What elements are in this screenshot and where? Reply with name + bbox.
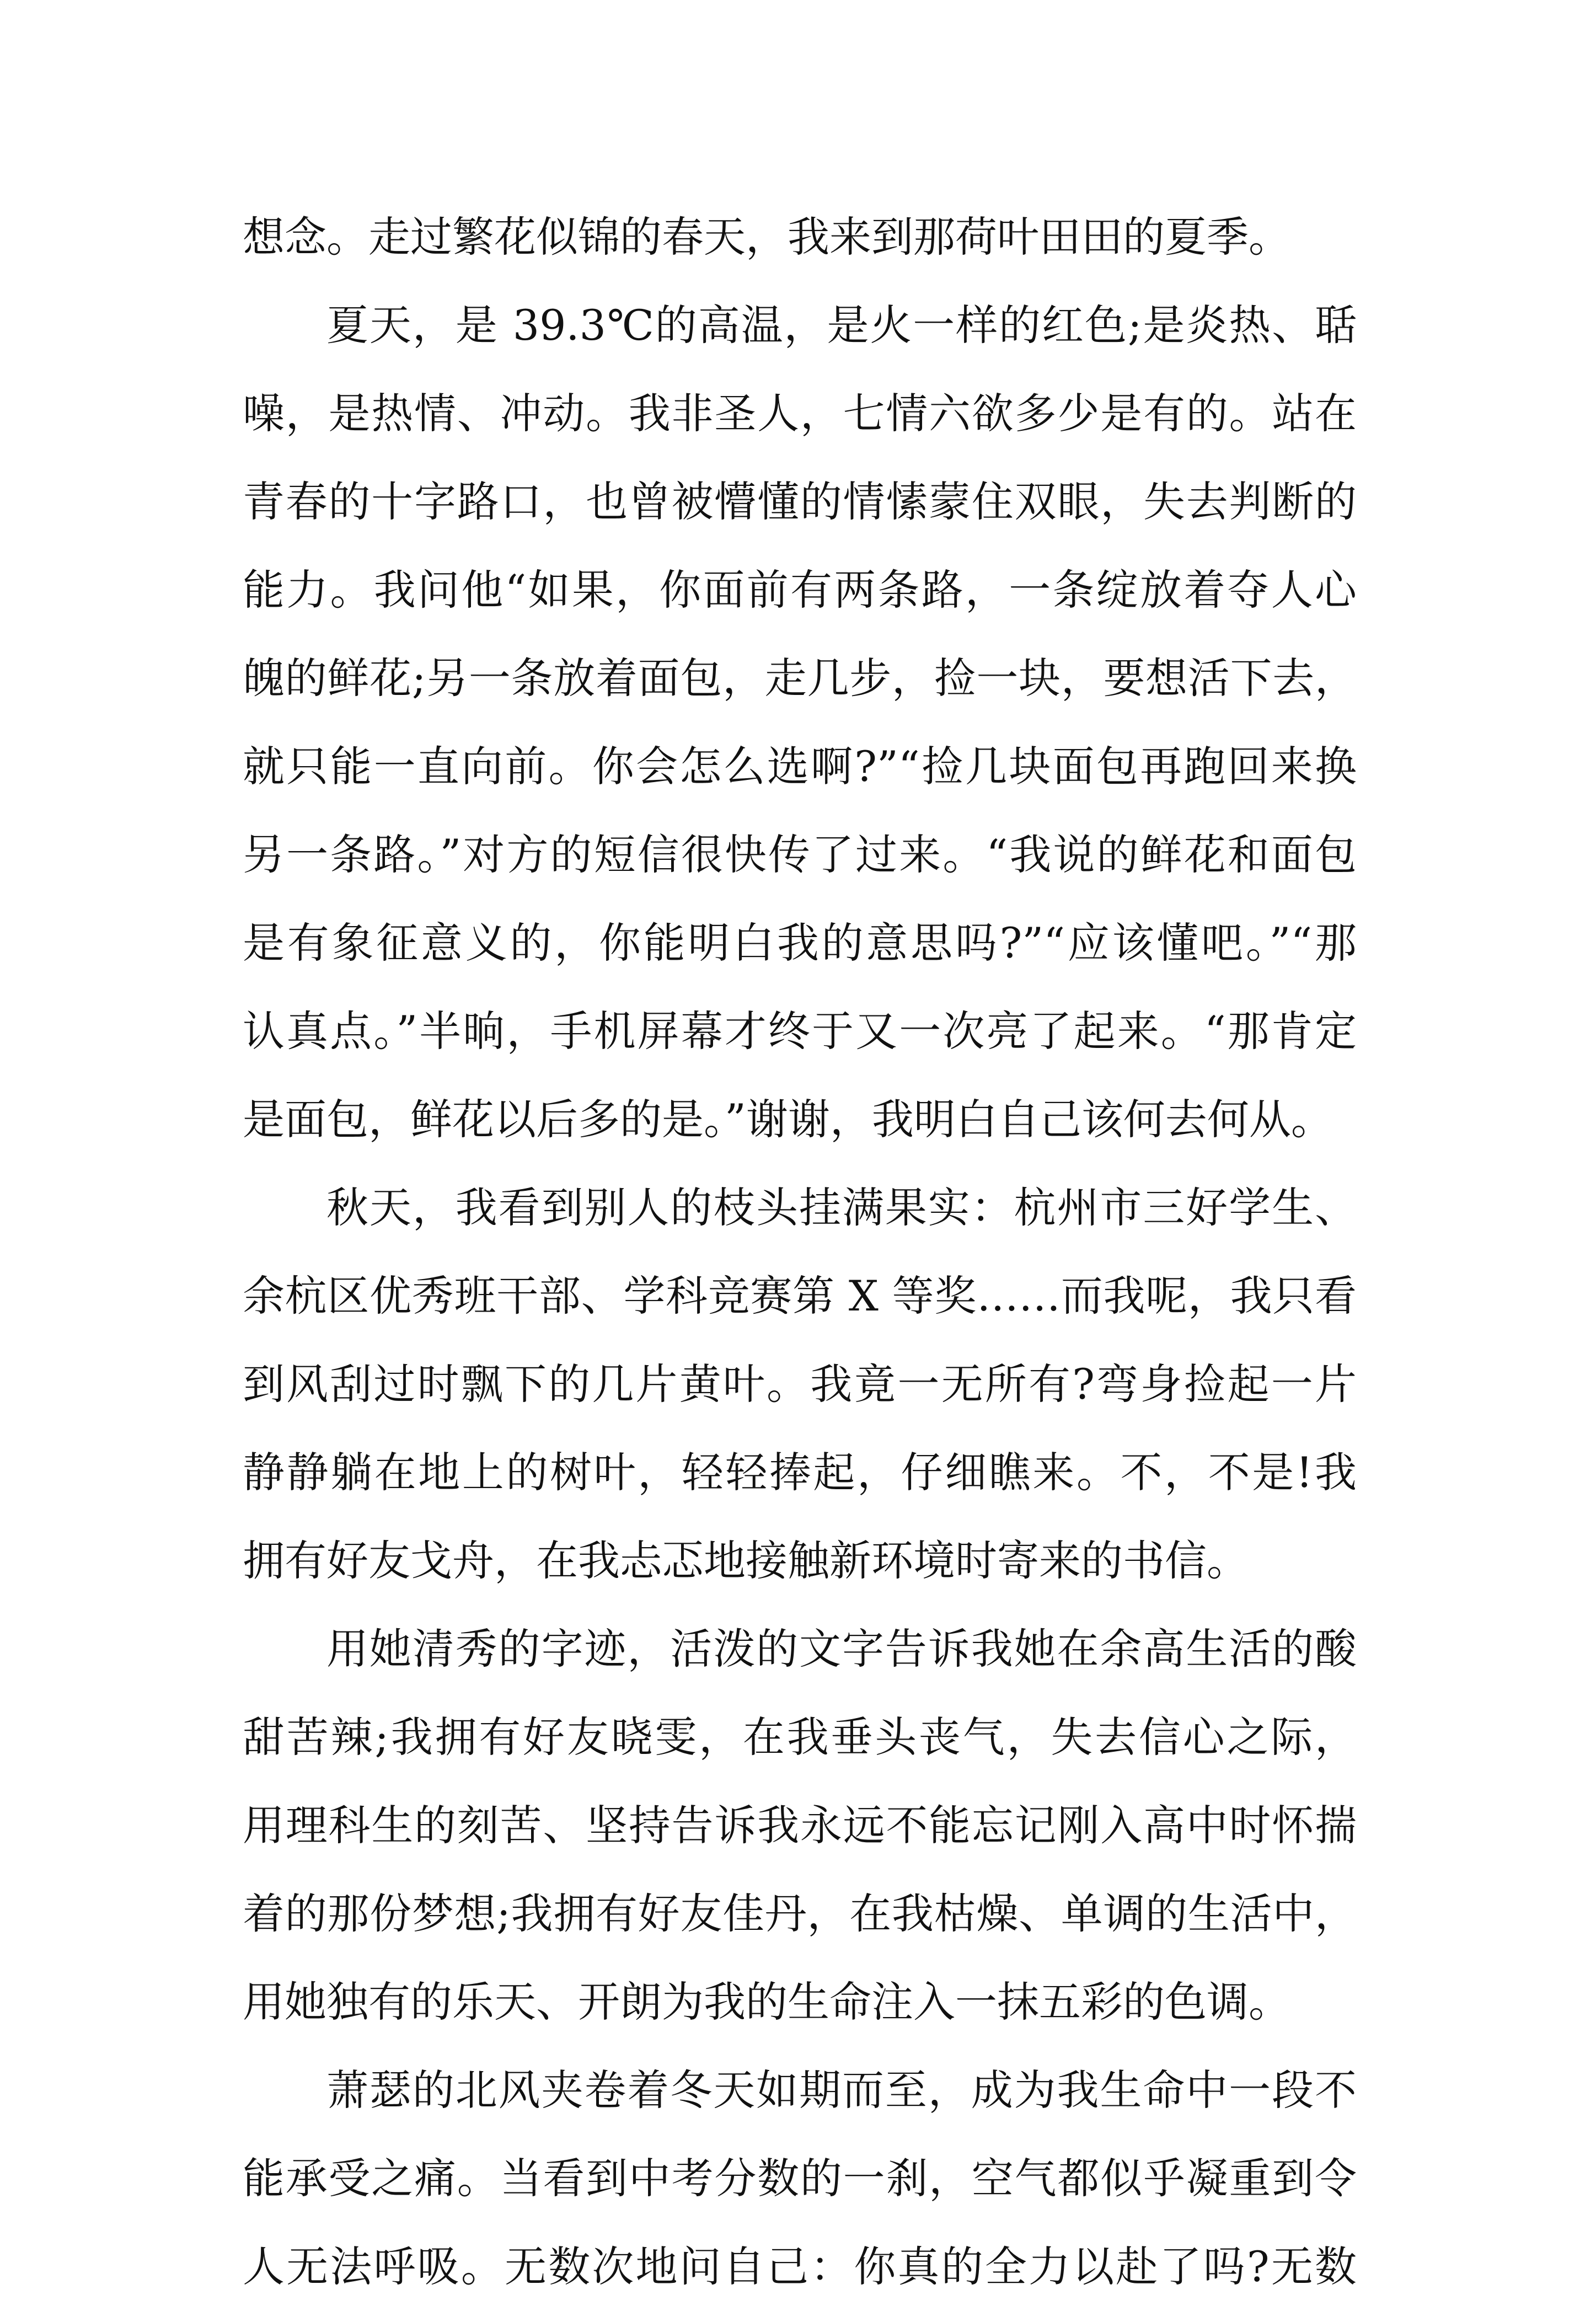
paragraph-start-line: 秋天，我看到别人的枝头挂满果实：杭州市三好学生、 (326, 1183, 1357, 1232)
text-line: 青春的十字路口，也曾被懵懂的情愫蒙住双眼，失去判断的 (243, 477, 1357, 526)
text-line: 人无法呼吸。无数次地问自己：你真的全力以赴了吗?无数 (243, 2242, 1357, 2291)
text-line: 是面包，鲜花以后多的是。”谢谢，我明白自己该何去何从。 (243, 1095, 1333, 1144)
text-line: 用她独有的乐天、开朗为我的生命注入一抹五彩的色调。 (243, 1977, 1290, 2026)
text-line: 能力。我问他“如果，你面前有两条路，一条绽放着夺人心 (243, 565, 1357, 614)
text-line: 甜苦辣;我拥有好友晓雯，在我垂头丧气，失去信心之际， (243, 1713, 1357, 1762)
paragraph-start-line: 用她清秀的字迹，活泼的文字告诉我她在余高生活的酸 (326, 1624, 1357, 1673)
text-line: 就只能一直向前。你会怎么选啊?”“捡几块面包再跑回来换 (243, 742, 1357, 791)
paragraph-start-line: 夏天，是 39.3℃的高温，是火一样的红色;是炎热、聒 (326, 301, 1357, 350)
text-line: 拥有好友戈舟，在我忐忑地接触新环境时寄来的书信。 (243, 1536, 1249, 1585)
text-line: 认真点。”半晌，手机屏幕才终于又一次亮了起来。“那肯定 (243, 1007, 1357, 1056)
text-line: 噪，是热情、冲动。我非圣人，七情六欲多少是有的。站在 (243, 389, 1357, 438)
text-line: 另一条路。”对方的短信很快传了过来。“我说的鲜花和面包 (243, 830, 1357, 879)
text-line: 到风刮过时飘下的几片黄叶。我竟一无所有?弯身捡起一片 (243, 1360, 1357, 1409)
text-line: 魄的鲜花;另一条放着面包，走几步，捡一块，要想活下去， (243, 654, 1357, 703)
text-line: 着的那份梦想;我拥有好友佳丹，在我枯燥、单调的生活中， (243, 1889, 1357, 1938)
essay-body (243, 193, 1357, 2311)
text-line: 想念。走过繁花似锦的春天，我来到那荷叶田田的夏季。 (243, 212, 1290, 261)
paragraph-start-line: 萧瑟的北风夹卷着冬天如期而至，成为我生命中一段不 (326, 2066, 1357, 2115)
text-line: 能承受之痛。当看到中考分数的一刹，空气都似乎凝重到令 (243, 2154, 1357, 2203)
text-line: 余杭区优秀班干部、学科竞赛第 X 等奖……而我呢，我只看 (243, 1271, 1357, 1320)
text-line: 静静躺在地上的树叶，轻轻捧起，仔细瞧来。不，不是!我 (243, 1448, 1357, 1497)
text-line: 是有象征意义的，你能明白我的意思吗?”“应该懂吧。”“那 (243, 918, 1357, 967)
text-line: 用理科生的刻苦、坚持告诉我永远不能忘记刚入高中时怀揣 (243, 1801, 1357, 1850)
